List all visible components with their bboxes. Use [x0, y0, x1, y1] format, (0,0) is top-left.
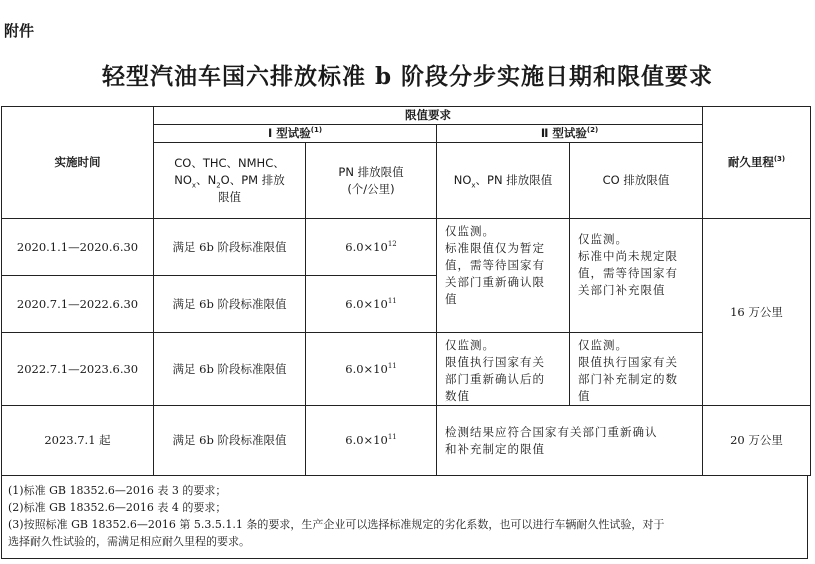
header-pn-limit: PN 排放限值 (个/公里): [306, 143, 437, 219]
period-cell: 2020.1.1—2020.6.30: [2, 219, 154, 276]
durability-early: 16 万公里: [703, 219, 811, 406]
limit-cell: 满足 6b 阶段标准限值: [154, 406, 306, 476]
limits-table: [1, 106, 811, 476]
header-type2-test: Ⅱ 型试验$^{(2)}$: [437, 125, 703, 143]
period-cell: 2020.7.1—2022.6.30: [2, 276, 154, 333]
header-nox-pn-limit: $NO_x$、PN 排放限值: [437, 143, 570, 219]
header-co-limit: CO 排放限值: [570, 143, 703, 219]
footnote-3-cont: 选择耐久性试验的，需满足相应耐久里程的要求。: [8, 535, 250, 548]
footnote-3: (3)按照标准 GB 18352.6—2016 第 5.3.5.1.1 条的要求，生产企业可以选择标准规定的劣化系数，也可以进行车辆耐久性试验，对于: [8, 518, 665, 531]
limit-cell: 满足 6b 阶段标准限值: [154, 276, 306, 333]
attachment-label: 附件: [4, 22, 35, 40]
limit-cell: 满足 6b 阶段标准限值: [154, 333, 306, 406]
footnotes: [1, 475, 808, 559]
footnote-1: (1)标准 GB 18352.6—2016 表 3 的要求；: [8, 484, 227, 497]
header-pollutants: CO、THC、NMHC、 $NO_x$、$N_2O$、PM 排放 限值: [154, 143, 306, 219]
header-implementation-time: 实施时间: [2, 107, 154, 219]
type2-co-group2: 仅监测。 限值执行国家有关 部门补充制定的数 值: [570, 333, 703, 406]
period-cell: 2022.7.1—2023.6.30: [2, 333, 154, 406]
limit-cell: 满足 6b 阶段标准限值: [154, 219, 306, 276]
footnote-2: (2)标准 GB 18352.6—2016 表 4 的要求；: [8, 501, 227, 514]
header-type1-test: Ⅰ 型试验$^{(1)}$: [154, 125, 437, 143]
type2-final: 检测结果应符合国家有关部门重新确认 和补充制定的限值: [437, 406, 703, 476]
pn-cell: $6.0\times 10^{12}$: [306, 219, 437, 276]
pn-cell: $6.0\times 10^{11}$: [306, 406, 437, 476]
type2-nox-group1: 仅监测。 标准限值仅为暂定 值，需等待国家有 关部门重新确认限 值: [437, 219, 570, 333]
page-title: 轻型汽油车国六排放标准 b 阶段分步实施日期和限值要求: [101, 63, 714, 90]
type2-co-group1: 仅监测。 标准中尚未规定限 值，需等待国家有 关部门补充限值: [570, 219, 703, 333]
durability-late: 20 万公里: [703, 406, 811, 476]
pn-cell: $6.0\times 10^{11}$: [306, 333, 437, 406]
period-cell: 2023.7.1 起: [2, 406, 154, 476]
pn-cell: $6.0\times 10^{11}$: [306, 276, 437, 333]
type2-nox-group2: 仅监测。 限值执行国家有关 部门重新确认后的 数值: [437, 333, 570, 406]
header-limit-requirements: 限值要求: [154, 107, 703, 125]
header-durability: 耐久里程$^{(3)}$: [703, 107, 811, 219]
